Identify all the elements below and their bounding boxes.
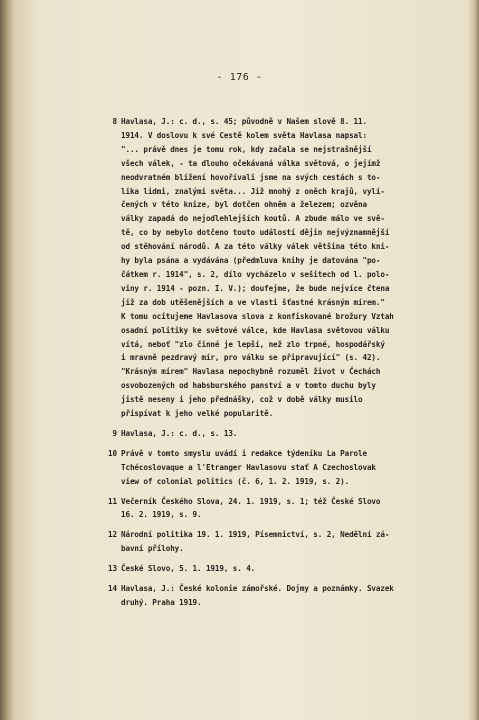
footnote-text — [121, 582, 469, 610]
footnotes-list — [97, 115, 469, 616]
footnote-14 — [97, 582, 469, 610]
footnote-8 — [97, 115, 469, 421]
footnote-line: 16. 2. 1919, s. 9. — [121, 510, 202, 520]
footnote-line: neodvratném blížení hovořívali jsme na svých cestách s to- — [121, 172, 381, 182]
page-edge — [469, 0, 479, 720]
footnote-line: čených v této knize, byl dotčen ohněm a železem; ozvěna — [121, 200, 367, 210]
footnote-9 — [97, 427, 469, 441]
footnote-line: přispívat k jeho velké popularitě. — [121, 409, 274, 419]
footnote-number: 9 — [112, 428, 117, 438]
footnote-line: vítá, neboť "zlo činné je lepší, než zlo trpné, hospodářský — [121, 339, 385, 349]
footnote-line: již za dob utěšenějších a ve vlasti šťastné krásným mírem." — [121, 297, 385, 307]
footnote-number: 13 — [108, 564, 117, 574]
footnote-line: Havlasa, J.: c. d., s. 13. — [121, 428, 238, 438]
footnote-line: války zapadá do nejodlehlejších koutů. A zbude málo ve svě- — [121, 214, 385, 224]
footnote-line: jistě neseny i jeho přednášky, což v době války musilo — [121, 395, 363, 405]
footnote-number: 12 — [108, 530, 117, 540]
footnote-13 — [97, 562, 469, 576]
footnote-line: view of colonial politics (č. 6, 1. 2. 1919, s. 2). — [121, 476, 350, 486]
footnote-line: od stěhování národů. A za této války válek většina této kni- — [121, 242, 390, 252]
footnote-line: Tchécoslovaque a l'Etranger Havlasovu stať A Czechoslovak — [121, 462, 376, 472]
footnote-line: Havlasa, J.: c. d., s. 45; původně v Našem slově 8. 11. — [121, 117, 367, 126]
footnote-line: i mravně pezdravý mír, pro válku se připravující" (s. 42). — [121, 353, 381, 363]
footnote-10 — [97, 447, 469, 489]
footnote-line: "... právě dnes je tomu rok, kdy začala se nejstrašnější — [121, 144, 372, 154]
footnote-text — [121, 528, 469, 556]
footnote-line: 1914. V doslovu k své Cestě kolem světa Havlasa napsal: — [121, 130, 367, 140]
footnote-number: 14 — [108, 584, 117, 594]
footnote-text — [121, 427, 469, 441]
footnote-line: K tomu ocitujeme Havlasova slova z konfiskované brožury Vztah — [121, 311, 394, 321]
footnote-text — [121, 495, 469, 523]
footnote-line: tě, co by nebylo dotčeno touto událostí dějin nejvýznamnější — [121, 228, 390, 238]
footnote-text — [121, 115, 469, 421]
footnote-line: druhý. Praha 1919. — [121, 598, 202, 607]
footnote-line: osvobozených od habsburského panství a v tomto duchu byly — [121, 381, 376, 391]
footnote-11 — [97, 495, 469, 523]
footnote-line: osadní politiky ke světové válce, kde Havlasa světovou válku — [121, 325, 390, 335]
footnote-line: Havlasa, J.: České kolonie zámořské. Dojmy a poznámky. Svazek — [121, 584, 394, 594]
footnote-line: bavní přílohy. — [121, 544, 184, 554]
footnote-12 — [97, 528, 469, 556]
footnote-line: hy byla psána a vydávána (předmluva knihy je datována "po- — [121, 256, 381, 266]
footnote-line: Večerník Českého Slova, 24. 1. 1919, s. 1; též České Slovo — [121, 496, 381, 506]
footnote-number: 10 — [108, 448, 117, 458]
footnote-line: České Slovo, 5. 1. 1919, s. 4. — [121, 564, 256, 574]
footnote-line: "Krásným mírem" Havlasa nepochybně rozuměl život v Čechách — [121, 367, 381, 377]
footnote-line: viny r. 1914 - pozn. I. V.); doufejme, že bude nejvíce čtena — [121, 283, 390, 293]
footnote-line: lika lidmi, znalými světa... Již mnohý z oněch krajů, vylí- — [121, 186, 385, 196]
footnote-line: Národní politika 19. 1. 1919, Písemnictví, s. 2, Nedělní zá- — [121, 530, 390, 540]
footnote-number: 11 — [108, 496, 117, 506]
footnote-line: čátkem r. 1914", s. 2, dílo vycházelo v sešitech od l. polo- — [121, 269, 390, 279]
page-number: - 176 - — [216, 72, 263, 83]
footnote-text — [121, 562, 469, 576]
footnote-text — [121, 447, 469, 489]
footnote-number: 8 — [112, 117, 117, 126]
footnote-line: Právě v tomto smyslu uvádí i redakce týdeníku La Parole — [121, 448, 367, 458]
footnote-line: všech válek, - ta dlouho očekávaná válka světová, o jejímž — [121, 158, 381, 168]
